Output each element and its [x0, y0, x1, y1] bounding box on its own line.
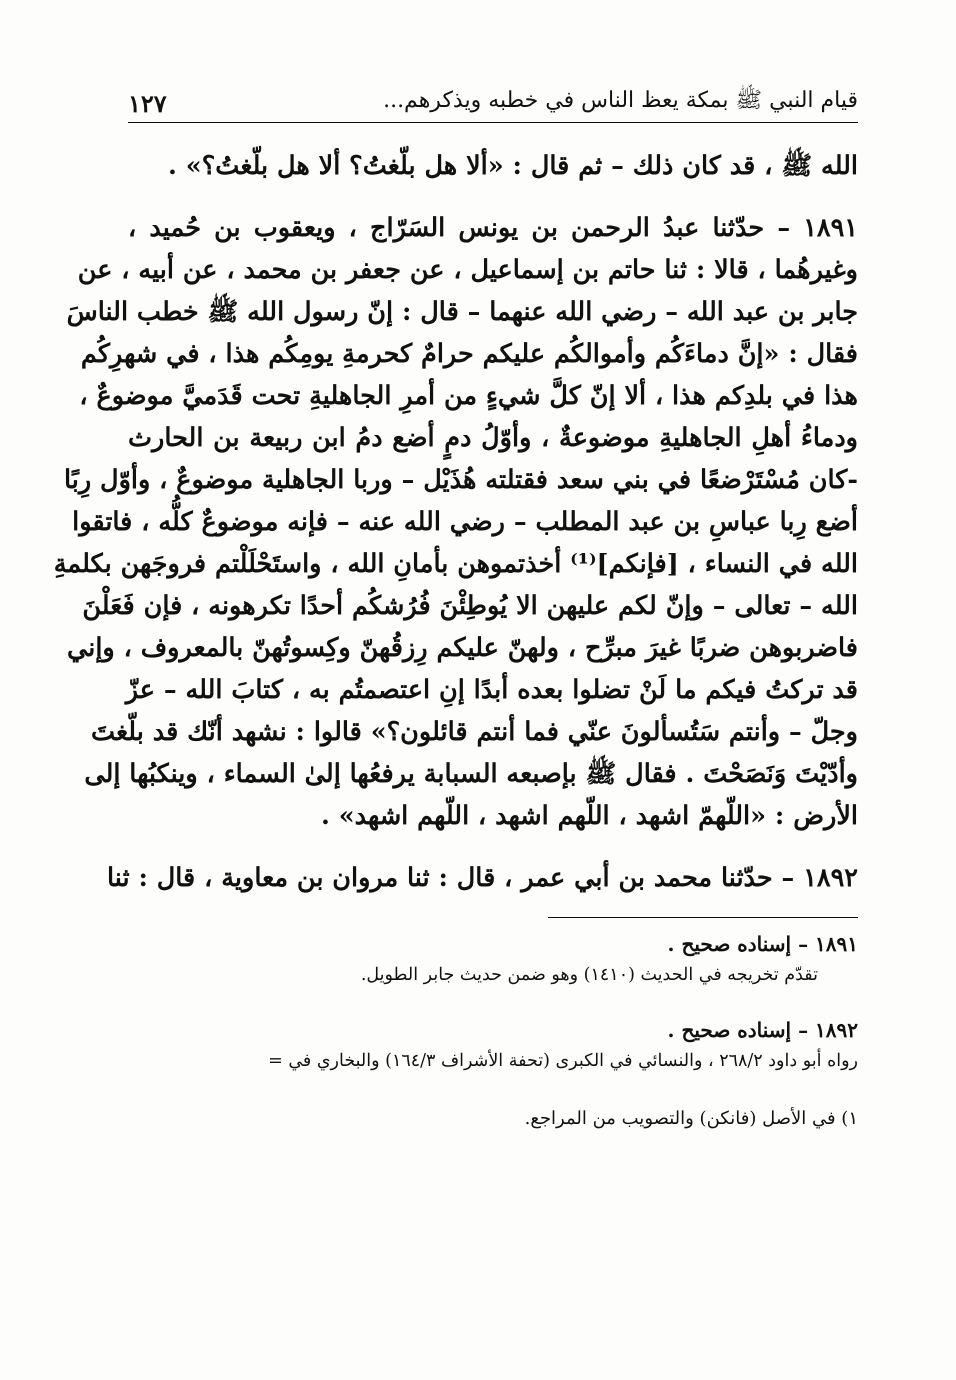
running-title: قيام النبي ﷺ بمكة يعظ الناس في خطبه ويذكرهم... — [383, 88, 858, 113]
footnote-rule — [548, 917, 858, 918]
footnote-text: تقدّم تخريجه في الحديث (١٤١٠) وهو ضمن حديث جابر الطويل. — [360, 965, 818, 985]
footnote-1892 — [128, 1014, 858, 1076]
hadith-1891 — [53, 207, 858, 837]
text-line: جابر بن عبد الله – رضي الله عنهما – قال : إنّ رسول الله ﷺ خطب الناسَ — [66, 297, 858, 327]
paragraph-gap — [128, 187, 858, 207]
main-text — [53, 145, 858, 899]
page-number: ١٢٧ — [128, 89, 167, 118]
text-line: فقال : «إنَّ دماءَكُم وأموالكُم عليكم حرامٌ كحرمةِ يومِكُم هذا ، في شهرِكُم — [80, 339, 858, 369]
text-line: ١٨٩٢ – حدّثنا محمد بن أبي عمر ، قال : ثنا مروان بن معاوية ، قال : ثنا — [107, 863, 858, 893]
text-line: ودماءُ أهلِ الجاهليةِ موضوعةٌ ، وأوّلُ دمٍ أضع دمُ ابن ربيعة بن الحارث — [128, 423, 858, 453]
text-line: فاضربوهن ضربًا غيرَ مبرِّح ، ولهنّ عليكم رِزقُهنّ وكِسوتُهنّ بالمعروف ، وإني — [66, 633, 858, 663]
text-line: وجلّ – وأنتم سَتُسألونَ عنّي فما أنتم قائلون؟» قالوا : نشهد أنّك قد بلّغتَ — [90, 717, 858, 747]
footnote-heading: ١٨٩٢ – إسناده صحيح . — [667, 1018, 858, 1042]
footnote-1891 — [128, 928, 858, 990]
book-page — [53, 78, 858, 1134]
text-line: قد تركتُ فيكم ما لَنْ تضلوا بعده أبدًا إنِ اعتصمتُم به ، كتابَ الله – عزّ — [125, 675, 858, 705]
hadith-1892 — [107, 857, 858, 899]
text-line: أضع رِبا عباسِ بن عبد المطلب – رضي الله عنه – فإنه موضوعٌ كلُّه ، فاتقوا — [72, 507, 858, 537]
paragraph-gap — [128, 837, 858, 857]
text-line: الأرض : «اللّهمّ اشهد ، اللّهم اشهد ، اللّهم اشهد» . — [320, 801, 858, 831]
header-rule — [128, 122, 858, 123]
text-line: ١٨٩١ – حدّثنا عبدُ الرحمن بن يونس السَرّاج ، ويعقوب بن حُميد ، — [128, 213, 858, 243]
text-line: وأدّيْتَ وَنَصَحْتَ . فقال ﷺ بإصبعه السبابة يرفعُها إلىٰ السماء ، وينكبُها إلى — [84, 759, 858, 789]
text-line: الله – تعالى – وإنّ لكم عليهن الا يُوطِئْنَ فُرُشكُم أحدًا تكرهونه ، فإن فَعَلْنَ — [82, 591, 858, 621]
text-line: الله في النساء ، [فإنكم]⁽¹⁾ أخذتموهن بأمانِ الله ، واستَحْلَلْتم فروجَهن بكلمةِ — [53, 549, 858, 579]
paragraph-continuation — [128, 145, 858, 187]
footnote-gap — [128, 990, 858, 1004]
text-line: الله ﷺ ، قد كان ذلك – ثم قال : «ألا هل بلّغتُ؟ ألا هل بلّغتُ؟» . — [168, 151, 858, 181]
footnote-text: رواه أبو داود ٢٦٨/٢ ، والنسائي في الكبرى (تحفة الأشراف ١٦٤/٣) والبخاري في = — [268, 1051, 858, 1071]
text-line: وغيرهُما ، قالا : ثنا حاتم بن إسماعيل ، عن جعفر بن محمد ، عن أبيه ، عن — [77, 255, 858, 285]
page-header — [128, 78, 858, 118]
text-line: هذا في بلدِكم هذا ، ألا إنّ كلَّ شيءٍ من أمرِ الجاهليةِ تحت قَدَميَّ موضوعٌ ، — [79, 381, 858, 411]
footnote-heading: ١٨٩١ – إسناده صحيح . — [667, 932, 858, 956]
text-line: -كان مُسْتَرْضعًا في بني سعد فقتلته هُذَيْل – وربا الجاهلية موضوعٌ ، وأوّل رِبًا — [63, 465, 858, 495]
editor-note: ١) في الأصل (فانكن) والتصويب من المراجع. — [524, 1108, 858, 1129]
